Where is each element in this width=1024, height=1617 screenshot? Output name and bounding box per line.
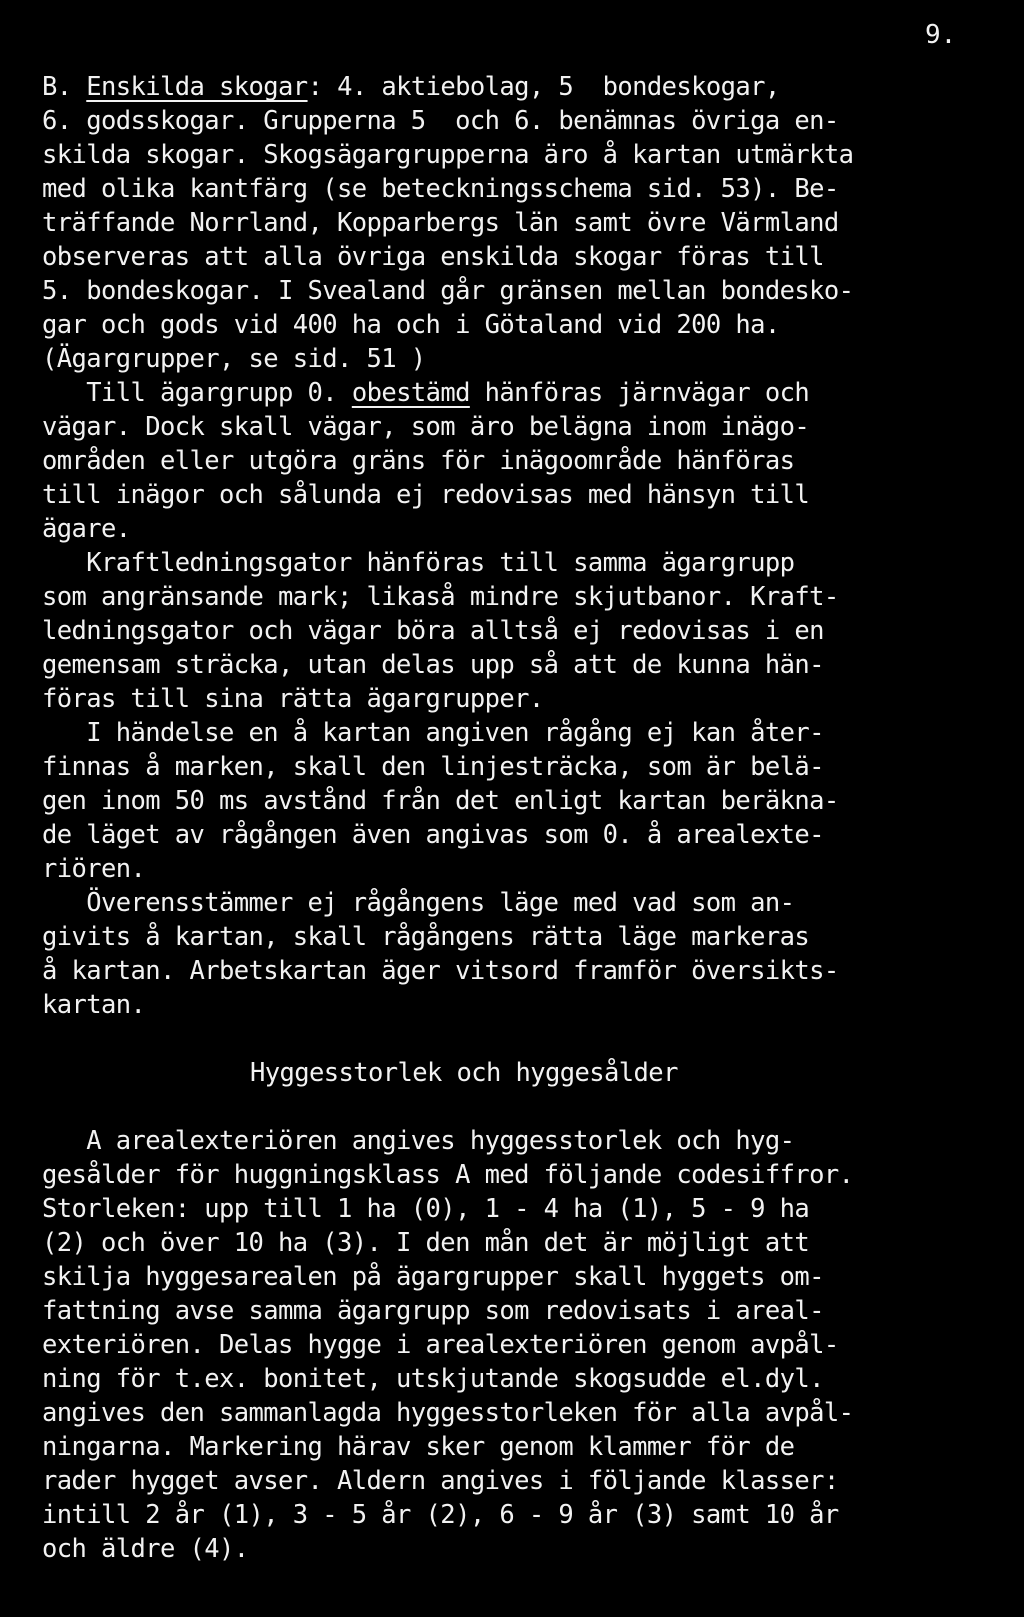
text-fragment: : 4. aktiebolag, 5 bondeskogar, [307, 72, 780, 102]
text-line: ning för t.ex. bonitet, utskjutande skogsudde el.dyl. [42, 1364, 824, 1394]
text-line: och äldre (4). [42, 1534, 249, 1564]
text-fragment: B. [42, 72, 87, 102]
text-line: träffande Norrland, Kopparbergs län samt övre Värmland [42, 208, 839, 238]
text-line: de läget av rågången även angivas som 0. å arealexte- [42, 820, 824, 850]
text-line: Kraftledningsgator hänföras till samma ägargrupp [42, 548, 795, 578]
underlined-term: Enskilda skogar [86, 72, 308, 102]
text-line: med olika kantfärg (se beteckningsschema sid. 53). Be- [42, 174, 839, 204]
text-line: som angränsande mark; likaså mindre skjutbanor. Kraft- [42, 582, 839, 612]
text-line: områden eller utgöra gräns för inägoområde hänföras [42, 446, 795, 476]
text-line: (2) och över 10 ha (3). I den mån det är möjligt att [42, 1228, 810, 1258]
text-line: observeras att alla övriga enskilda skogar föras till [42, 242, 824, 272]
text-line: rader hygget avser. Aldern angives i följande klasser: [42, 1466, 839, 1496]
text-line: gar och gods vid 400 ha och i Götaland vid 200 ha. [42, 310, 780, 340]
text-line: å kartan. Arbetskartan äger vitsord framför översikts- [42, 956, 839, 986]
text-line: kartan. [42, 990, 146, 1020]
text-line: föras till sina rätta ägargrupper. [42, 684, 544, 714]
text-line: till inägor och sålunda ej redovisas med hänsyn till [42, 480, 810, 510]
text-line: Överensstämmer ej rågångens läge med vad som an- [42, 888, 795, 918]
text-line: Storleken: upp till 1 ha (0), 1 - 4 ha (1), 5 - 9 ha [42, 1194, 810, 1224]
text-line: gesålder för huggningsklass A med följande codesiffror. [42, 1160, 854, 1190]
text-line: gen inom 50 ms avstånd från det enligt kartan beräkna- [42, 786, 839, 816]
underlined-term: obestämd [351, 378, 470, 408]
text-fragment: Till ägargrupp 0. [42, 378, 352, 408]
text-line: A arealexteriören angives hyggesstorlek och hyg- [42, 1126, 795, 1156]
text-line: riören. [42, 854, 146, 884]
text-line: exteriören. Delas hygge i arealexteriören genom avpål- [42, 1330, 839, 1360]
text-line: skilda skogar. Skogsägargrupperna äro å kartan utmärkta [42, 140, 854, 170]
text-line: angives den sammanlagda hyggesstorleken för alla avpål- [42, 1398, 854, 1428]
text-line [42, 376, 809, 410]
text-line: skilja hyggesarealen på ägargrupper skall hyggets om- [42, 1262, 824, 1292]
text-line: givits å kartan, skall rågångens rätta läge markeras [42, 922, 810, 952]
text-fragment: hänföras järnvägar och [469, 378, 810, 408]
text-line: 5. bondeskogar. I Svealand går gränsen mellan bondesko- [42, 276, 854, 306]
text-line: gemensam sträcka, utan delas upp så att de kunna hän- [42, 650, 824, 680]
text-line: finnas å marken, skall den linjesträcka, som är belä- [42, 752, 824, 782]
text-line: vägar. Dock skall vägar, som äro belägna inom inägo- [42, 412, 810, 442]
text-line: ledningsgator och vägar böra alltså ej redovisas i en [42, 616, 824, 646]
text-line [42, 70, 780, 104]
text-line: fattning avse samma ägargrupp som redovisats i areal- [42, 1296, 824, 1326]
text-line: ningarna. Markering härav sker genom klammer för de [42, 1432, 795, 1462]
text-line: ägare. [42, 514, 131, 544]
section-heading: Hyggesstorlek och hyggesålder [250, 1058, 678, 1088]
text-line: (Ägargrupper, se sid. 51 ) [42, 344, 426, 374]
text-line: intill 2 år (1), 3 - 5 år (2), 6 - 9 år (3) samt 10 år [42, 1500, 839, 1530]
page-number: 9. [925, 20, 957, 50]
text-line: 6. godsskogar. Grupperna 5 och 6. benämnas övriga en- [42, 106, 839, 136]
text-line: I händelse en å kartan angiven rågång ej kan åter- [42, 718, 824, 748]
